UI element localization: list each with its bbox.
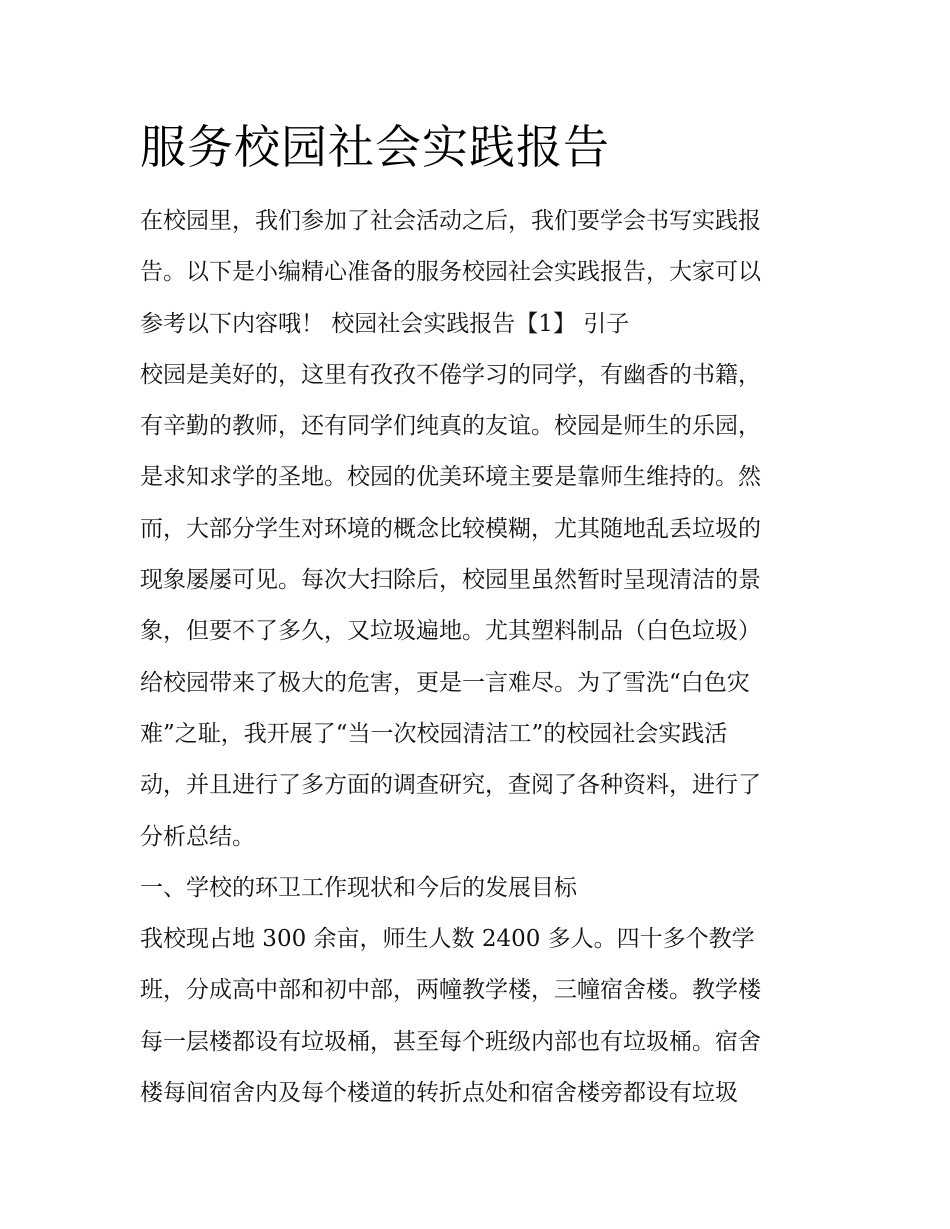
body-line: 有辛勤的教师，还有同学们纯真的友谊。校园是师生的乐园， xyxy=(140,413,761,440)
document-title: 服务校园社会实践报告 xyxy=(140,120,610,174)
document-body xyxy=(140,196,820,1119)
body-line: 告。以下是小编精心准备的服务校园社会实践报告，大家可以 xyxy=(140,259,761,286)
body-line: 而，大部分学生对环境的概念比较模糊，尤其随地乱丢垃圾的 xyxy=(140,515,761,542)
body-line: 楼每间宿舍内及每个楼道的转折点处和宿舍楼旁都设有垃圾 xyxy=(140,1080,738,1107)
body-line: 动，并且进行了多方面的调查研究，查阅了各种资料，进行了 xyxy=(140,772,761,799)
body-line: 班，分成高中部和初中部，两幢教学楼，三幢宿舍楼。教学楼 xyxy=(140,977,761,1004)
body-line: 在校园里，我们参加了社会活动之后，我们要学会书写实践报 xyxy=(140,208,761,234)
body-line: 象，但要不了多久，又垃圾遍地。尤其塑料制品（白色垃圾） xyxy=(140,618,761,645)
body-line: 给校园带来了极大的危害，更是一言难尽。为了雪洗“白色灾 xyxy=(140,669,750,696)
body-line: 难”之耻，我开展了“当一次校园清洁工”的校园社会实践活 xyxy=(140,720,728,747)
body-line: 参考以下内容哦！ 校园社会实践报告【1】 引子 xyxy=(140,310,630,337)
body-line: 现象屡屡可见。每次大扫除后，校园里虽然暂时呈现清洁的景 xyxy=(140,567,761,594)
body-line: 我校现占地 300 余亩，师生人数 2400 多人。四十多个教学 xyxy=(140,926,755,953)
body-line: 是求知求学的圣地。校园的优美环境主要是靠师生维持的。然 xyxy=(140,464,761,491)
body-line: 分析总结。 xyxy=(140,823,255,850)
body-line: 每一层楼都设有垃圾桶，甚至每个班级内部也有垃圾桶。宿舍 xyxy=(140,1028,761,1055)
section-heading: 一、学校的环卫工作现状和今后的发展目标 xyxy=(140,874,577,901)
body-line: 校园是美好的，这里有孜孜不倦学习的同学，有幽香的书籍， xyxy=(140,361,761,388)
